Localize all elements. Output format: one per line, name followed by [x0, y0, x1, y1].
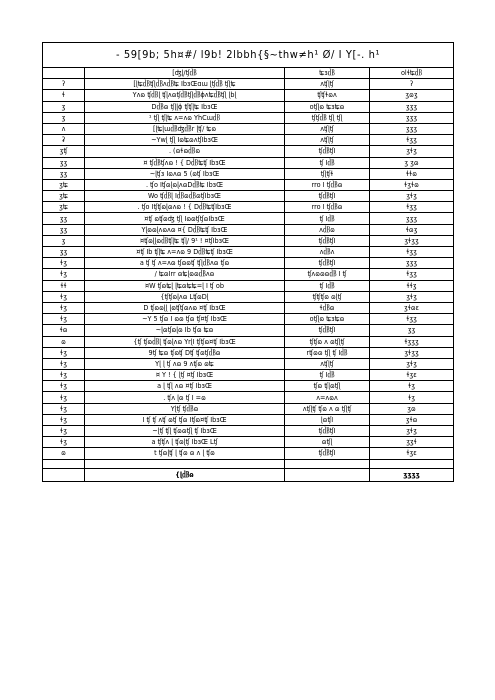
table-row	[43, 213, 454, 224]
blank-row	[43, 459, 454, 468]
row-number: ɬʒ	[43, 314, 85, 325]
row-name: Yɭɷɷɭʌɷʌɷ ¤{ D㏈ʨʧ IbɜŒ	[85, 224, 285, 235]
row-number: ʡ	[43, 135, 85, 146]
header-name: [ʤɭ/ʧ㏈	[85, 68, 285, 79]
row-name: [ɭʨ㏈ʧɭ㏈ʌ㏈ʨ IbɜŒɑɯ ɭʧ㏈ ʧɭʨ	[85, 79, 285, 90]
blank-cell	[43, 459, 85, 468]
row-code: ʌ=ʌɷʌ	[285, 392, 370, 403]
row-number: ɬɷ	[43, 325, 85, 336]
row-qty: ʒɬʒʒ	[370, 235, 454, 246]
row-name: . ʧo Iʧʧɷɭɷʌɷ ! { D㏈ʨʧIbɜŒ	[85, 202, 285, 213]
row-qty: ɬʒʒʒ	[370, 336, 454, 347]
document-sheet	[42, 42, 453, 482]
table-row	[43, 90, 454, 101]
row-code: ʌ㏈ɷ	[285, 224, 370, 235]
row-code: ʌʧɭʧ	[285, 79, 370, 90]
row-qty: ɬʒ	[370, 392, 454, 403]
table-row	[43, 370, 454, 381]
row-number: ʒʒ	[43, 168, 85, 179]
row-name: a ʧ ʧ ʌ=ʌɷ ʧɷɷʧ ʧɭ㏈ʌɷ ʧɷ	[85, 258, 285, 269]
row-qty: ʒɬʒʒ	[370, 347, 454, 358]
row-number: ʒ	[43, 112, 85, 123]
row-number: ɬʒ	[43, 347, 85, 358]
row-code: rro I ʧ㏈ɷ	[285, 202, 370, 213]
row-qty: ʒɬʒ	[370, 426, 454, 437]
row-number: ɬʒ	[43, 437, 85, 448]
row-qty: ʒɬʒ	[370, 291, 454, 302]
table-row	[43, 302, 454, 313]
table-row	[43, 414, 454, 425]
row-qty: ʒʒʒ	[370, 123, 454, 134]
row-name: ~ɭʧɜ Iɷʌɷ 5 (ɷʧ IbɜŒ	[85, 168, 285, 179]
table-row	[43, 79, 454, 90]
row-code: ʧ㏈ʧI	[285, 191, 370, 202]
header-qty: olɬʨ㏈	[370, 68, 454, 79]
row-name: ¹ ʧɭ ʧɭʨ ʌ=ʌɷ YhCɯ㏈	[85, 112, 285, 123]
row-name: D㏈ɷ ʧɭɭɸ ʧʧɭʨ IbɜŒ	[85, 101, 285, 112]
row-code: rʧɷɷ ʧɭ ʧ I㏈	[285, 347, 370, 358]
row-number: ʒʨ	[43, 179, 85, 190]
table-row	[43, 347, 454, 358]
table-row	[43, 112, 454, 123]
total-label: {ɭ㏈ɷ	[85, 468, 285, 481]
row-code: ʧ I㏈	[285, 157, 370, 168]
row-number: ʒʨ	[43, 191, 85, 202]
row-qty: ɬʒ	[370, 381, 454, 392]
row-code: ʧɭʧɬ	[285, 168, 370, 179]
table-row	[43, 291, 454, 302]
document-title: - 59[9b; 5h¤#/ l9b! 2lbbh{§~thw≠h¹ Ø/ I Y[-. h¹	[43, 43, 454, 68]
row-name: ¤ʧ Ib ʧɭʨ ʌ=ʌɷ 9 D㏈ʨʧ IbɜŒ	[85, 247, 285, 258]
row-number: ɬɬ	[43, 280, 85, 291]
row-name: I ʧ ʧ ʌʧ ɷʧ ʧɷ Iʧɷ¤ʧ IbɜŒ	[85, 414, 285, 425]
row-qty: ʒʒʒ	[370, 101, 454, 112]
row-number: ɬʒ	[43, 269, 85, 280]
row-qty: ʒʒʒ	[370, 213, 454, 224]
header-num	[43, 68, 85, 79]
row-number: ʒʧ	[43, 146, 85, 157]
row-name: Yɭ ɭ ʧ ʌɷ 9 ʌʧɷ ɷʨ	[85, 358, 285, 369]
row-code: ʧʌɷɷɷ㏈ I ʧ	[285, 269, 370, 280]
row-qty: ɬʒʒ	[370, 269, 454, 280]
blank-cell	[85, 459, 285, 468]
blank-cell	[370, 459, 454, 468]
row-code: ʧ㏈ʧI	[285, 258, 370, 269]
row-code: ʌʧɭʧ	[285, 135, 370, 146]
row-number: ʒ	[43, 235, 85, 246]
row-name: ~ɭʧ ʧɭ ʧɷɷʧɭ ʧ IbɜŒ	[85, 426, 285, 437]
row-code: ʧ㏈ʧI	[285, 426, 370, 437]
row-name: / ʨɷIrr ɷʨɭɷɷ㏈ʌɷ	[85, 269, 285, 280]
row-number: ɬʒ	[43, 358, 85, 369]
row-number: ʒʒ	[43, 213, 85, 224]
row-number: ɬ	[43, 90, 85, 101]
row-qty: ɬʒɬɷ	[370, 179, 454, 190]
row-name: ¤ Y ! { ɭʧ ¤ʧ IbɜŒ	[85, 370, 285, 381]
row-number: ɬʒ	[43, 403, 85, 414]
table-row	[43, 448, 454, 459]
row-number: ʒ	[43, 101, 85, 112]
table-row	[43, 202, 454, 213]
row-code: ɷʧɭ	[285, 437, 370, 448]
row-name: {ʧ ʧɷ㏈ɭ ʧɷɭʌɷ YrɭI ʧʧɷ¤ʧ IbɜŒ	[85, 336, 285, 347]
table-row	[43, 123, 454, 134]
row-code: oʧɭɷ ʨɜʨɷ	[285, 101, 370, 112]
row-name: a ʧʧʌ ɭ ʧɷɭʧ IbɜŒ Lʧ	[85, 437, 285, 448]
header-code: ʨɜ㏈	[285, 68, 370, 79]
row-name: t ʧɷɭʧ ɭ ʧɷ ɷ ʌ ɭ ʧɷ	[85, 448, 285, 459]
row-name: 9ʧ ʨɷ ʧɷʧ Dʧ ʧɷʧ㏈ɷ	[85, 347, 285, 358]
row-name: . ʧo IʧɷɭɷɭʌɷD㏈ʨ IbɜŒ	[85, 179, 285, 190]
row-code: ʧ I㏈	[285, 370, 370, 381]
row-code: ʧʧɬɷʌ	[285, 90, 370, 101]
table-row	[43, 179, 454, 190]
row-qty: ɬʒʒ	[370, 314, 454, 325]
table-row	[43, 168, 454, 179]
total-spacer	[285, 468, 370, 481]
row-qty: ɬʒɛ	[370, 370, 454, 381]
row-qty: ʒɷʒ	[370, 90, 454, 101]
row-qty: ɬɷʒ	[370, 224, 454, 235]
row-name: ¤ʧɷɭɭɷ㏈ʧɭʨ ʧɭ/ 9¹ ! ¤ʧIbɜŒ	[85, 235, 285, 246]
table-row	[43, 191, 454, 202]
table-row	[43, 426, 454, 437]
row-qty: ʔ	[370, 79, 454, 90]
row-code: ʧ㏈ʧI	[285, 235, 370, 246]
row-code: ʧʧ㏈ ʧɭ ʧɭ	[285, 112, 370, 123]
row-qty: ʒɬʒ	[370, 358, 454, 369]
row-number: ɬʒ	[43, 392, 85, 403]
row-number: ɬʒ	[43, 258, 85, 269]
table-row	[43, 403, 454, 414]
row-code: ʧ㏈ʧI	[285, 325, 370, 336]
row-name: D ʧɷɷɭɭ ɭɷʧʧɷʌɷ ¤ʧ IbɜŒ	[85, 302, 285, 313]
row-name: ¤ ʧ㏈ʧʌɷ ! { D㏈ʨʧ IbɜŒ	[85, 157, 285, 168]
table-row	[43, 224, 454, 235]
row-number: ɬʒ	[43, 414, 85, 425]
row-code: ʌʧɭʧ	[285, 358, 370, 369]
row-qty: ʒɬʒ	[370, 191, 454, 202]
row-name: . ʧʌ ɭɷ ʧ I =ɷ	[85, 392, 285, 403]
row-number: ɬʒ	[43, 381, 85, 392]
row-name: . (ɷɬɷ㏈ɷ	[85, 146, 285, 157]
row-number: ʔ	[43, 79, 85, 90]
row-code: ɭɷʧI	[285, 414, 370, 425]
table-row	[43, 135, 454, 146]
row-code: ʧʧɷ ʌ ɷʧɭʧ	[285, 336, 370, 347]
row-number: ʒʒ	[43, 157, 85, 168]
row-code: ʧ I㏈	[285, 280, 370, 291]
row-number: ʒʒ	[43, 247, 85, 258]
row-qty: ʒʒʒ	[370, 112, 454, 123]
row-name: [ɭʨɭɯ㏈ʤ㏈r ɭʧ/ ʨɷ	[85, 123, 285, 134]
row-code: ʧ I㏈	[285, 213, 370, 224]
row-number: ɬʒ	[43, 302, 85, 313]
blank-cell	[285, 459, 370, 468]
row-qty: ɬɬʒ	[370, 280, 454, 291]
row-code: ʧ㏈ʧI	[285, 448, 370, 459]
row-qty: ʒʒʒ	[370, 258, 454, 269]
row-name: Yʌɷ ʧ㏈ɭ ʧɭʌɷʧ㏈ʧɭ㏈ɸʌʨ㏈ʧɭ ɭbɭ	[85, 90, 285, 101]
table-row	[43, 314, 454, 325]
row-name: Yɭʧ ʧ㏈ɷ	[85, 403, 285, 414]
row-qty: ɬʒɛ	[370, 448, 454, 459]
row-qty: ʒɬɷɛ	[370, 302, 454, 313]
row-qty: ʒ ʒɷ	[370, 157, 454, 168]
row-qty: ɬʒʒ	[370, 247, 454, 258]
row-code: rro I ʧ㏈ɷ	[285, 179, 370, 190]
table-row	[43, 325, 454, 336]
table-row	[43, 235, 454, 246]
row-number: ʌ	[43, 123, 85, 134]
row-code: ʌʧɭʧ	[285, 123, 370, 134]
row-code: ʧ㏈ʧI	[285, 146, 370, 157]
header-row	[43, 68, 454, 79]
row-name: a ɭ ʧɭ ʌɷ ¤ʧ IbɜŒ	[85, 381, 285, 392]
row-qty: ʒʒ	[370, 325, 454, 336]
row-qty: ʒɷ	[370, 403, 454, 414]
table-row	[43, 381, 454, 392]
row-name: ~ɭɷʧɷɭɷ Ib ʧɷ ʨɷ	[85, 325, 285, 336]
row-name: ~Y 5 ʧɷ I ɷɷ ʧɷ ʧ¤ʧ IbɜŒ	[85, 314, 285, 325]
row-code: ʧʧʧɷ ɷɭʧ	[285, 291, 370, 302]
row-code: ɬ㏈ɷ	[285, 302, 370, 313]
row-number: ɷ	[43, 336, 85, 347]
row-name: ¤ʧ ɷʧɷʤ ʧɭ IɷɷʧʧɷIbɜŒ	[85, 213, 285, 224]
total-row	[43, 468, 454, 481]
table-row	[43, 269, 454, 280]
row-code: ʌʧɭʧ ʧɷ ʌ ɷ ʧɭʧ	[285, 403, 370, 414]
row-qty: ʒɬɷ	[370, 414, 454, 425]
table-row	[43, 392, 454, 403]
table-row	[43, 437, 454, 448]
row-qty: ʒʒɬ	[370, 437, 454, 448]
row-number: ɬʒ	[43, 370, 85, 381]
table-row	[43, 101, 454, 112]
row-number: ʒʒ	[43, 224, 85, 235]
row-qty: ʒɬʒ	[370, 146, 454, 157]
row-name: ~Ywɭ ʧɭ IɷʨɷʌʧIbɜŒ	[85, 135, 285, 146]
table-row	[43, 280, 454, 291]
table-row	[43, 336, 454, 347]
table-row	[43, 247, 454, 258]
row-name: {ʧʧɷɭʌɷ LʧɷDɭ	[85, 291, 285, 302]
row-qty: ɬʒʒ	[370, 135, 454, 146]
table-row	[43, 146, 454, 157]
row-qty: ɬʒʒ	[370, 202, 454, 213]
row-number: ɷ	[43, 448, 85, 459]
row-code: ʧɷ ʧɭɷʧɭ	[285, 381, 370, 392]
row-name: ¤W ʧɷʨɭ ɭʨɷʨʨ=ɭ I ʧ ob	[85, 280, 285, 291]
row-code: oʧɭɷ ʨɜʨɷ	[285, 314, 370, 325]
total-spacer	[43, 468, 85, 481]
row-number: ɬʒ	[43, 426, 85, 437]
row-name: Wo ʧ㏈ɭ I㏈ɷ㏈ɷʧIbɜŒ	[85, 191, 285, 202]
total-qty: ʒʒʒʒ	[370, 468, 454, 481]
table-row	[43, 258, 454, 269]
row-code: ʌ㏈ʌ	[285, 247, 370, 258]
data-table	[42, 42, 454, 482]
row-number: ɬʒ	[43, 291, 85, 302]
row-qty: ɬɬɷ	[370, 168, 454, 179]
table-row	[43, 358, 454, 369]
table-row	[43, 157, 454, 168]
row-number: ʒʨ	[43, 202, 85, 213]
